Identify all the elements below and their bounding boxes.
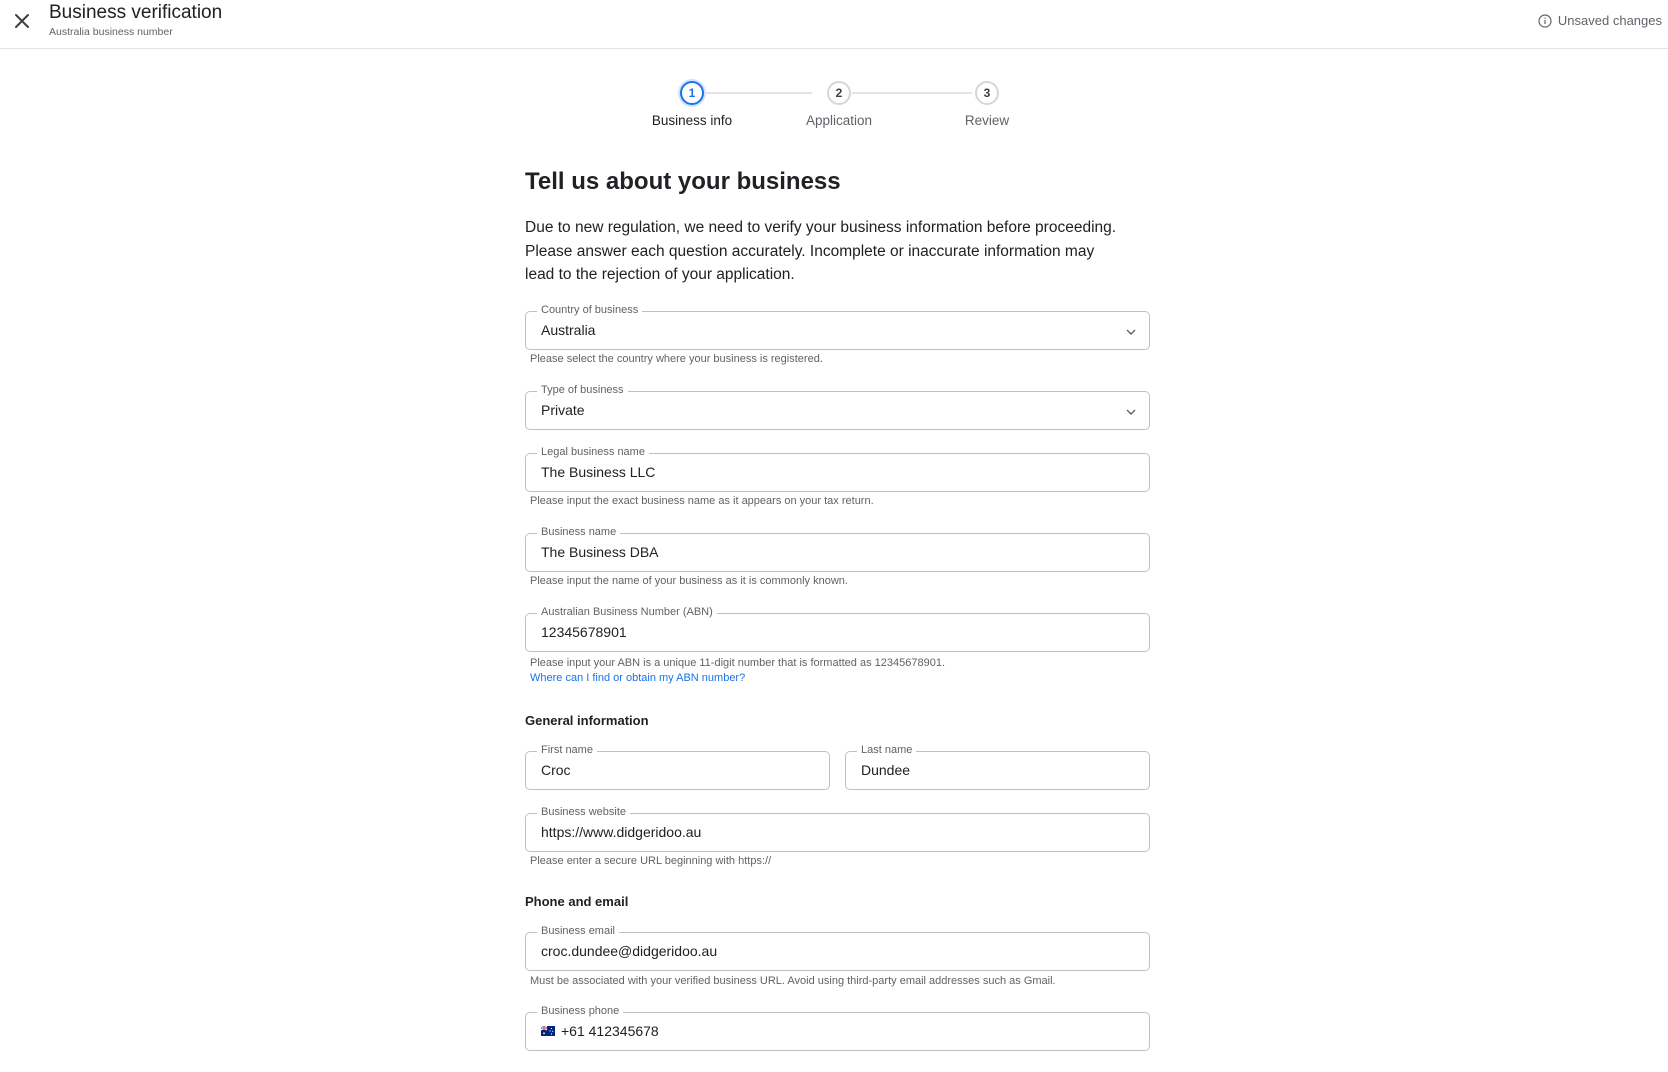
business-name-helper: Please input the name of your business as it is commonly known. <box>530 575 848 587</box>
business-website-field[interactable] <box>525 806 1150 852</box>
page-title: Business verification <box>49 2 223 23</box>
first-name-value: Croc <box>541 762 571 778</box>
business-name-value: The Business DBA <box>541 544 659 560</box>
business-phone-value: +61 412345678 <box>561 1023 659 1039</box>
last-name-field[interactable] <box>845 744 1150 790</box>
form-heading: Tell us about your business <box>525 168 841 195</box>
abn-value: 12345678901 <box>541 624 627 640</box>
country-helper: Please select the country where your business is registered. <box>530 353 823 365</box>
business-email-helper: Must be associated with your verified business URL. Avoid using third-party email addresses such as Gmail. <box>530 975 1056 987</box>
business-name-label: Business name <box>537 525 620 539</box>
abn-field[interactable] <box>525 606 1150 652</box>
step-3-label: Review <box>964 113 1010 128</box>
australia-flag-icon[interactable] <box>541 1023 555 1039</box>
legal-business-name-helper: Please input the exact business name as it appears on your tax return. <box>530 495 874 507</box>
chevron-down-icon <box>1125 405 1137 423</box>
phone-and-email-title: Phone and email <box>525 894 629 909</box>
business-email-label: Business email <box>537 924 619 938</box>
stepper-connector <box>700 92 812 94</box>
business-website-label: Business website <box>537 805 630 819</box>
last-name-value: Dundee <box>861 762 911 778</box>
country-value: Australia <box>541 322 596 338</box>
business-type-value: Private <box>541 402 585 418</box>
step-2-label: Application <box>805 113 873 128</box>
abn-label: Australian Business Number (ABN) <box>537 605 717 619</box>
intro-text: Due to new regulation, we need to verify your business information before proceeding. Please answer each question accurately. Incomplete or inaccurate information may lead to the rejection of your application. <box>525 219 1117 283</box>
business-type-label: Type of business <box>537 383 628 397</box>
business-email-field[interactable] <box>525 925 1150 971</box>
business-phone-value-wrap <box>541 1023 659 1039</box>
country-select[interactable] <box>525 304 1150 350</box>
first-name-label: First name <box>537 743 597 757</box>
general-information-title: General information <box>525 713 649 728</box>
business-phone-field[interactable] <box>525 1005 1150 1051</box>
step-1-circle[interactable]: 1 <box>680 81 704 105</box>
chevron-down-icon <box>1125 325 1137 343</box>
business-name-field[interactable] <box>525 526 1150 572</box>
abn-helper: Please input your ABN is a unique 11-digit number that is formatted as 12345678901. <box>530 657 946 669</box>
step-1-label: Business info <box>651 113 733 128</box>
stepper-connector <box>852 92 972 94</box>
legal-business-name-value: The Business LLC <box>541 464 656 480</box>
business-website-value: https://www.didgeridoo.au <box>541 824 702 840</box>
progress-stepper <box>0 0 1668 140</box>
legal-business-name-field[interactable] <box>525 446 1150 492</box>
business-type-select[interactable] <box>525 384 1150 430</box>
step-2-circle[interactable]: 2 <box>827 81 851 105</box>
page-subtitle: Australia business number <box>49 26 173 38</box>
legal-business-name-label: Legal business name <box>537 445 649 459</box>
country-label: Country of business <box>537 303 642 317</box>
abn-help-link[interactable]: Where can I find or obtain my ABN number? <box>530 672 746 684</box>
business-website-helper: Please enter a secure URL beginning with https:// <box>530 855 772 867</box>
first-name-field[interactable] <box>525 744 830 790</box>
business-email-value: croc.dundee@didgeridoo.au <box>541 943 718 959</box>
unsaved-changes-text: Unsaved changes <box>1557 13 1662 28</box>
step-3-circle[interactable]: 3 <box>975 81 999 105</box>
last-name-label: Last name <box>857 743 916 757</box>
business-phone-label: Business phone <box>537 1004 623 1018</box>
